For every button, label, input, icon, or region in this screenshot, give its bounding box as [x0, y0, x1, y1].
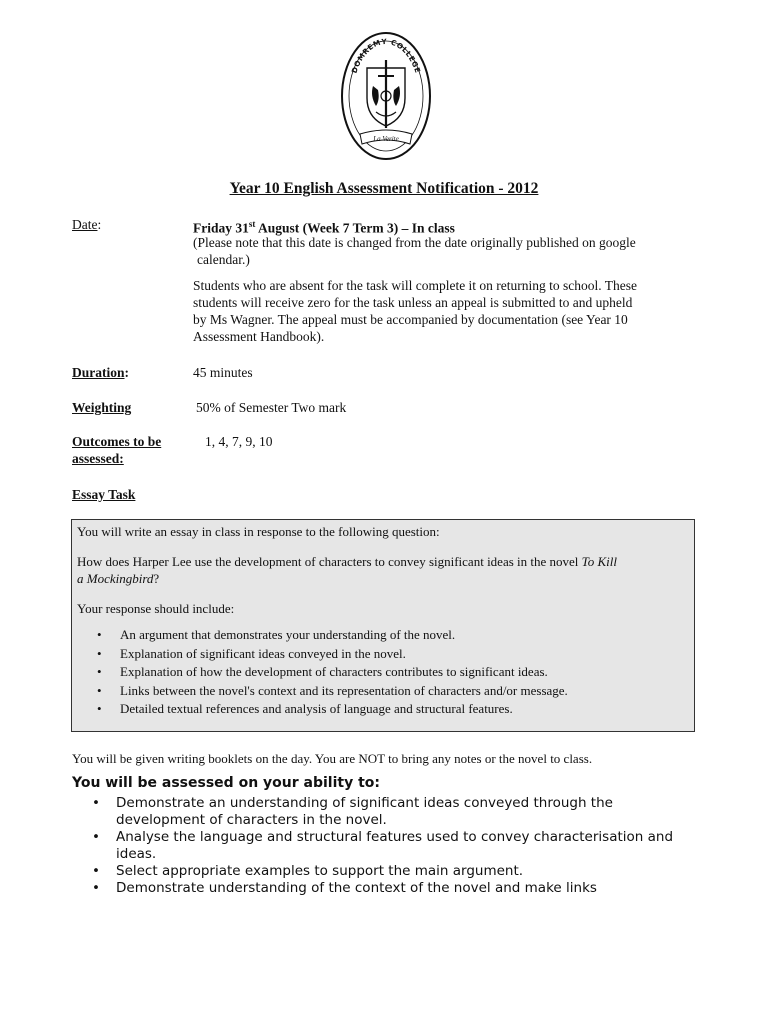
page-title: Year 10 English Assessment Notification - 2012: [229, 180, 539, 197]
outcomes-label: Outcomes to be assessed:: [72, 434, 162, 466]
duration-label: Duration:: [72, 365, 130, 380]
essay-question: How does Harper Lee use the development of characters to convey significant ideas in the novel To Kill a Mockingbird?: [77, 554, 617, 586]
assessment-criteria-heading: You will be assessed on your ability to:: [72, 775, 380, 791]
list-item: • Demonstrate an understanding of significant ideas conveyed through the development of characters in the novel.: [92, 795, 702, 829]
weighting-value: 50% of Semester Two mark: [196, 400, 347, 415]
assessment-criteria-list: [92, 795, 702, 897]
list-item: • An argument that demonstrates your understanding of the novel.: [97, 626, 689, 645]
essay-intro: You will write an essay in class in response to the following question:: [77, 524, 440, 539]
absent-policy: Students who are absent for the task will complete it on returning to school. These students will receive zero for the task unless an appeal is submitted to and upheld by Ms Wagner. The appeal must be accompanied by documentation (see Year 10 Assessment Handbook).: [193, 278, 638, 344]
list-item: • Explanation of how the development of characters contributes to significant ideas.: [97, 663, 689, 682]
response-intro: Your response should include:: [77, 601, 235, 616]
list-item: • Explanation of significant ideas conveyed in the novel.: [97, 645, 689, 664]
response-requirements-list: [77, 626, 689, 719]
list-item: • Links between the novel's context and its representation of characters and/or message.: [97, 682, 689, 701]
list-item: • Select appropriate examples to support the main argument.: [92, 863, 702, 880]
date-value: Friday 31st August (Week 7 Term 3) – In class: [193, 219, 455, 236]
list-item: • Demonstrate understanding of the context of the novel and make links: [92, 880, 702, 897]
crest-motto: La Verite: [373, 135, 399, 143]
date-label: Date:: [72, 217, 102, 232]
booklet-note: You will be given writing booklets on the day. You are NOT to bring any notes or the novel to class.: [72, 751, 593, 766]
list-item: • Detailed textual references and analysis of language and structural features.: [97, 700, 689, 719]
weighting-label: Weighting: [72, 400, 132, 415]
list-item: • Analyse the language and structural features used to convey characterisation and ideas.: [92, 829, 702, 863]
essay-task-heading: Essay Task: [72, 487, 136, 502]
school-crest-logo: [340, 30, 432, 162]
duration-value: 45 minutes: [193, 365, 253, 380]
svg-text:DOMREMY COLLEGE: DOMREMY COLLEGE: [349, 36, 423, 75]
outcomes-value: 1, 4, 7, 9, 10: [205, 434, 273, 449]
essay-task-box: [71, 519, 695, 732]
date-change-note: (Please note that this date is changed from the date originally published on google calendar.): [193, 235, 636, 267]
